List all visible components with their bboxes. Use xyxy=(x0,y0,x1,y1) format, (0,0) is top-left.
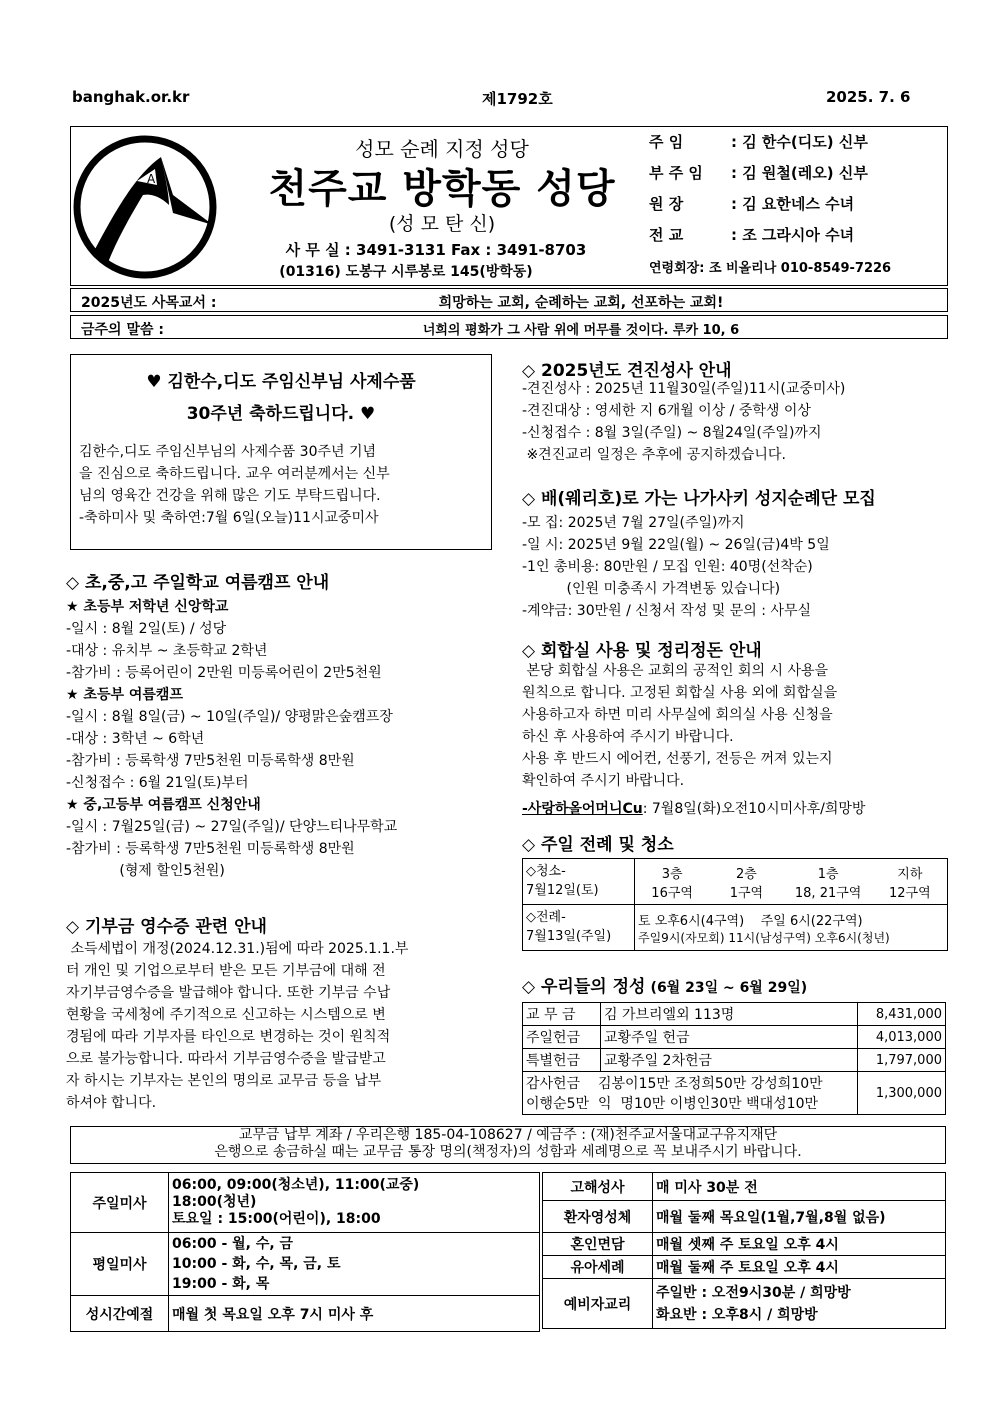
list-item: -신청접수 : 6월 21일(토)부터 xyxy=(66,775,249,791)
staff-row: 주 임 : 김 한수(디도) 신부 xyxy=(649,133,868,151)
list-item: ★ 초등부 여름캠프 xyxy=(66,687,183,703)
weekly-word-strip xyxy=(70,315,948,339)
issue-number: 제1792호 xyxy=(482,90,553,108)
parish-address: (01316) 도봉구 시루봉로 145(방학동) xyxy=(279,264,533,280)
header-subtitle: 성모 순례 지정 성당 xyxy=(355,137,529,161)
pilgrimage-title: ◇ 배(웨리호)로 가는 나가사키 성지순례단 모집 xyxy=(522,489,876,509)
hall-title: ◇ 회합실 사용 및 정리정돈 안내 xyxy=(522,641,762,661)
list-item: (형제 할인5천원) xyxy=(66,863,225,879)
list-item: -참가비 : 등록어린이 2만원 미등록어린이 2만5천원 xyxy=(66,665,382,681)
issue-date: 2025. 7. 6 xyxy=(826,88,911,106)
staff-row: 전 교 : 조 그라시아 수녀 xyxy=(649,226,855,244)
congrats-title-2: 30주년 축하드립니다. ♥ xyxy=(186,404,376,424)
list-item: -참가비 : 등록학생 7만5천원 미등록학생 8만원 xyxy=(66,841,355,857)
duty-table xyxy=(522,858,948,951)
confirmation-list: -견진성사 : 2025년 11월30일(주일)11시(교중미사) -견진대상 : 영세한 지 6개월 이상 / 중학생 이상 -신청접수 : 8월 3일(주일) ~ 8월24일(주일)까지 ※견진교리 일정은 추후에 공지하겠습니다. xyxy=(522,381,846,463)
account-box: 교무금 납부 계좌 / 우리은행 185-04-108627 / 예금주 : (재)천주교서울대교구유지재단 은행으로 송금하실 때는 교무금 통장 명의(책정자)의 성함과 세례명으로 꼭 보내주시기 바랍니다. xyxy=(70,1126,946,1164)
word-label: 금주의 말씀 : xyxy=(81,322,164,338)
group-note: -사랑하올어머니Cu: 7월8일(화)오전10시미사후/희망방 xyxy=(522,801,866,817)
receipt-title: ◇ 기부금 영수증 관련 안내 xyxy=(66,917,267,937)
staff-list xyxy=(649,131,945,276)
table-row: 주일헌금 교황주일 헌금 4,013,000 xyxy=(523,1026,946,1049)
confirmation-title: ◇ 2025년도 견진성사 안내 xyxy=(522,361,732,381)
mass-schedule: 주일미사 06:00, 09:00(청소년), 11:00(교중) 18:00(청년) 토요일 : 15:00(어린이), 18:00 평일미사 06:00 - 월, 수, 금 10:00 - 화, 수, 목, 금, 토 19:00 - 화, 목 성시간예절 매월 첫 목요일 오후 7시 미사 후 xyxy=(70,1172,540,1332)
liturgy-cell: ◇전례- 7월13일(주일) xyxy=(523,905,635,951)
list-item: -참가비 : 등록학생 7만5천원 미등록학생 8만원 xyxy=(66,753,355,769)
word-text: 너희의 평화가 그 사람 위에 머무를 것이다. 루카 10, 6 xyxy=(422,323,740,338)
pilgrimage-list: -모 집: 2025년 7월 27일(주일)까지 -일 시: 2025년 9월 22일(월) ~ 26일(금)4박 5일 -1인 총비용: 80만원 / 모집 인원: 40명(선착순) (인원 미충족시 가격변동 있습니다) -계약금: 30만원 / 신청서 작성 및 문의 : 사무실 xyxy=(522,515,830,619)
congrats-body: 김한수,디도 주임신부님의 사제수품 30주년 기념 을 진심으로 축하드립니다. 교우 여러분께서는 신부 님의 영육간 건강을 위해 많은 기도 부탁드립니다. -축하미사 및 축하연:7월 6일(오늘)11시교중미사 xyxy=(79,444,390,526)
receipt-body: 소득세법이 개정(2024.12.31.)됨에 따라 2025.1.1.부 터 개인 및 기업으로부터 받은 모든 기부금에 대해 전 자기부금영수증을 발급해야 합니다. 또한 기부금 수납 현황을 국세청에 주기적으로 신고하는 시스템으로 변 경됨에 따라 기부자를 타인으로 변경하는 것이 원칙적 으로 불가능합니다. 따라서 기부금영수증을 발급받고 자 하시는 기부자는 본인의 명의로 교무금 등을 납부 하셔야 합니다. xyxy=(66,941,409,1111)
list-item: ★ 초등부 저학년 신앙학교 xyxy=(66,599,229,615)
parish-logo-icon xyxy=(73,135,219,279)
hall-body: 본당 회합실 사용은 교회의 공적인 회의 시 사용을 원칙으로 합니다. 고정된 회합실 사용 외에 회합실을 사용하고자 하면 미리 사무실에 회의실 사용 신청을 하신 후 사용하여 주시기 바랍니다. 사용 후 반드시 에어컨, 선풍기, 전등은 꺼져 있는지 확인하여 주시기 바랍니다. xyxy=(522,663,838,789)
table-row: 특별헌금 교황주일 2차헌금 1,797,000 xyxy=(523,1049,946,1072)
clean-cell: ◇청소- 7월12일(토) xyxy=(523,859,635,905)
list-item: -대상 : 3학년 ~ 6학년 xyxy=(66,731,205,747)
office-contact: 사 무 실 : 3491-3131 Fax : 3491-8703 xyxy=(285,241,587,259)
staff-row: 부 주 임 : 김 원철(레오) 신부 xyxy=(649,164,868,182)
masthead xyxy=(70,126,948,286)
liturgy-groups: 토 오후6시(4구역) 주일 6시(22구역) 주일9시(자모회) 11시(남성구역) 오후6시(청년) xyxy=(635,905,948,951)
list-item: -일시 : 8월 2일(토) / 성당 xyxy=(66,621,227,637)
pastoral-motto-strip xyxy=(70,288,948,312)
svg-text:A: A xyxy=(147,172,156,186)
offering-title: ◇ 우리들의 정성 (6월 23일 ~ 6월 29일) xyxy=(522,977,808,997)
summer-camp-list xyxy=(66,596,496,882)
site-url: banghak.or.kr xyxy=(72,88,190,106)
table-row: 교 무 금 김 가브리엘외 113명 8,431,000 xyxy=(523,1003,946,1026)
list-item: -일시 : 7월25일(금) ~ 27일(주일)/ 단양느티나무학교 xyxy=(66,819,398,835)
parish-patron: (성 모 탄 신) xyxy=(388,213,496,235)
staff-row: 원 장 : 김 요한네스 수녀 xyxy=(649,195,855,213)
list-item: -대상 : 유치부 ~ 초등학교 2학년 xyxy=(66,643,268,659)
congrats-box xyxy=(70,354,492,550)
clean-zones: 3층 16구역 2층 1구역 1층 18, 21구역 지하 12구역 xyxy=(635,859,948,905)
sacrament-schedule: 고해성사 매 미사 30분 전 환자영성체 매월 둘째 목요일(1월,7월,8월 없음) 혼인면담 매월 셋째 주 토요일 오후 4시 유아세례 매월 둘째 주 토요일 오후 4시 예비자교리 주일반 : 오전9시30분 / 희망방 화요반 : 오후8시 / 희망방 xyxy=(542,1172,946,1329)
motto-label: 2025년도 사목교서 : xyxy=(81,295,217,311)
parish-title: 천주교 방학동 성당 xyxy=(268,166,616,212)
list-item: ★ 중,고등부 여름캠프 신청안내 xyxy=(66,797,261,813)
table-row: 감사헌금 김봉이15만 조정희50만 강성희10만 이행순5만 익 명10만 이병인30만 백대성10만 1,300,000 xyxy=(523,1072,946,1115)
duty-title: ◇ 주일 전례 및 청소 xyxy=(522,835,674,855)
summer-camp-title: ◇ 초,중,고 주일학교 여름캠프 안내 xyxy=(66,573,330,593)
offering-table xyxy=(522,1002,946,1115)
list-item: -일시 : 8월 8일(금) ~ 10일(주일)/ 양평맑은숲캠프장 xyxy=(66,709,393,725)
council-contact: 연령회장: 조 비올리나 010-8549-7226 xyxy=(649,261,892,276)
congrats-title-1: ♥ 김한수,디도 주임신부님 사제수품 xyxy=(146,372,416,392)
motto-text: 희망하는 교회, 순례하는 교회, 선포하는 교회! xyxy=(438,295,724,311)
